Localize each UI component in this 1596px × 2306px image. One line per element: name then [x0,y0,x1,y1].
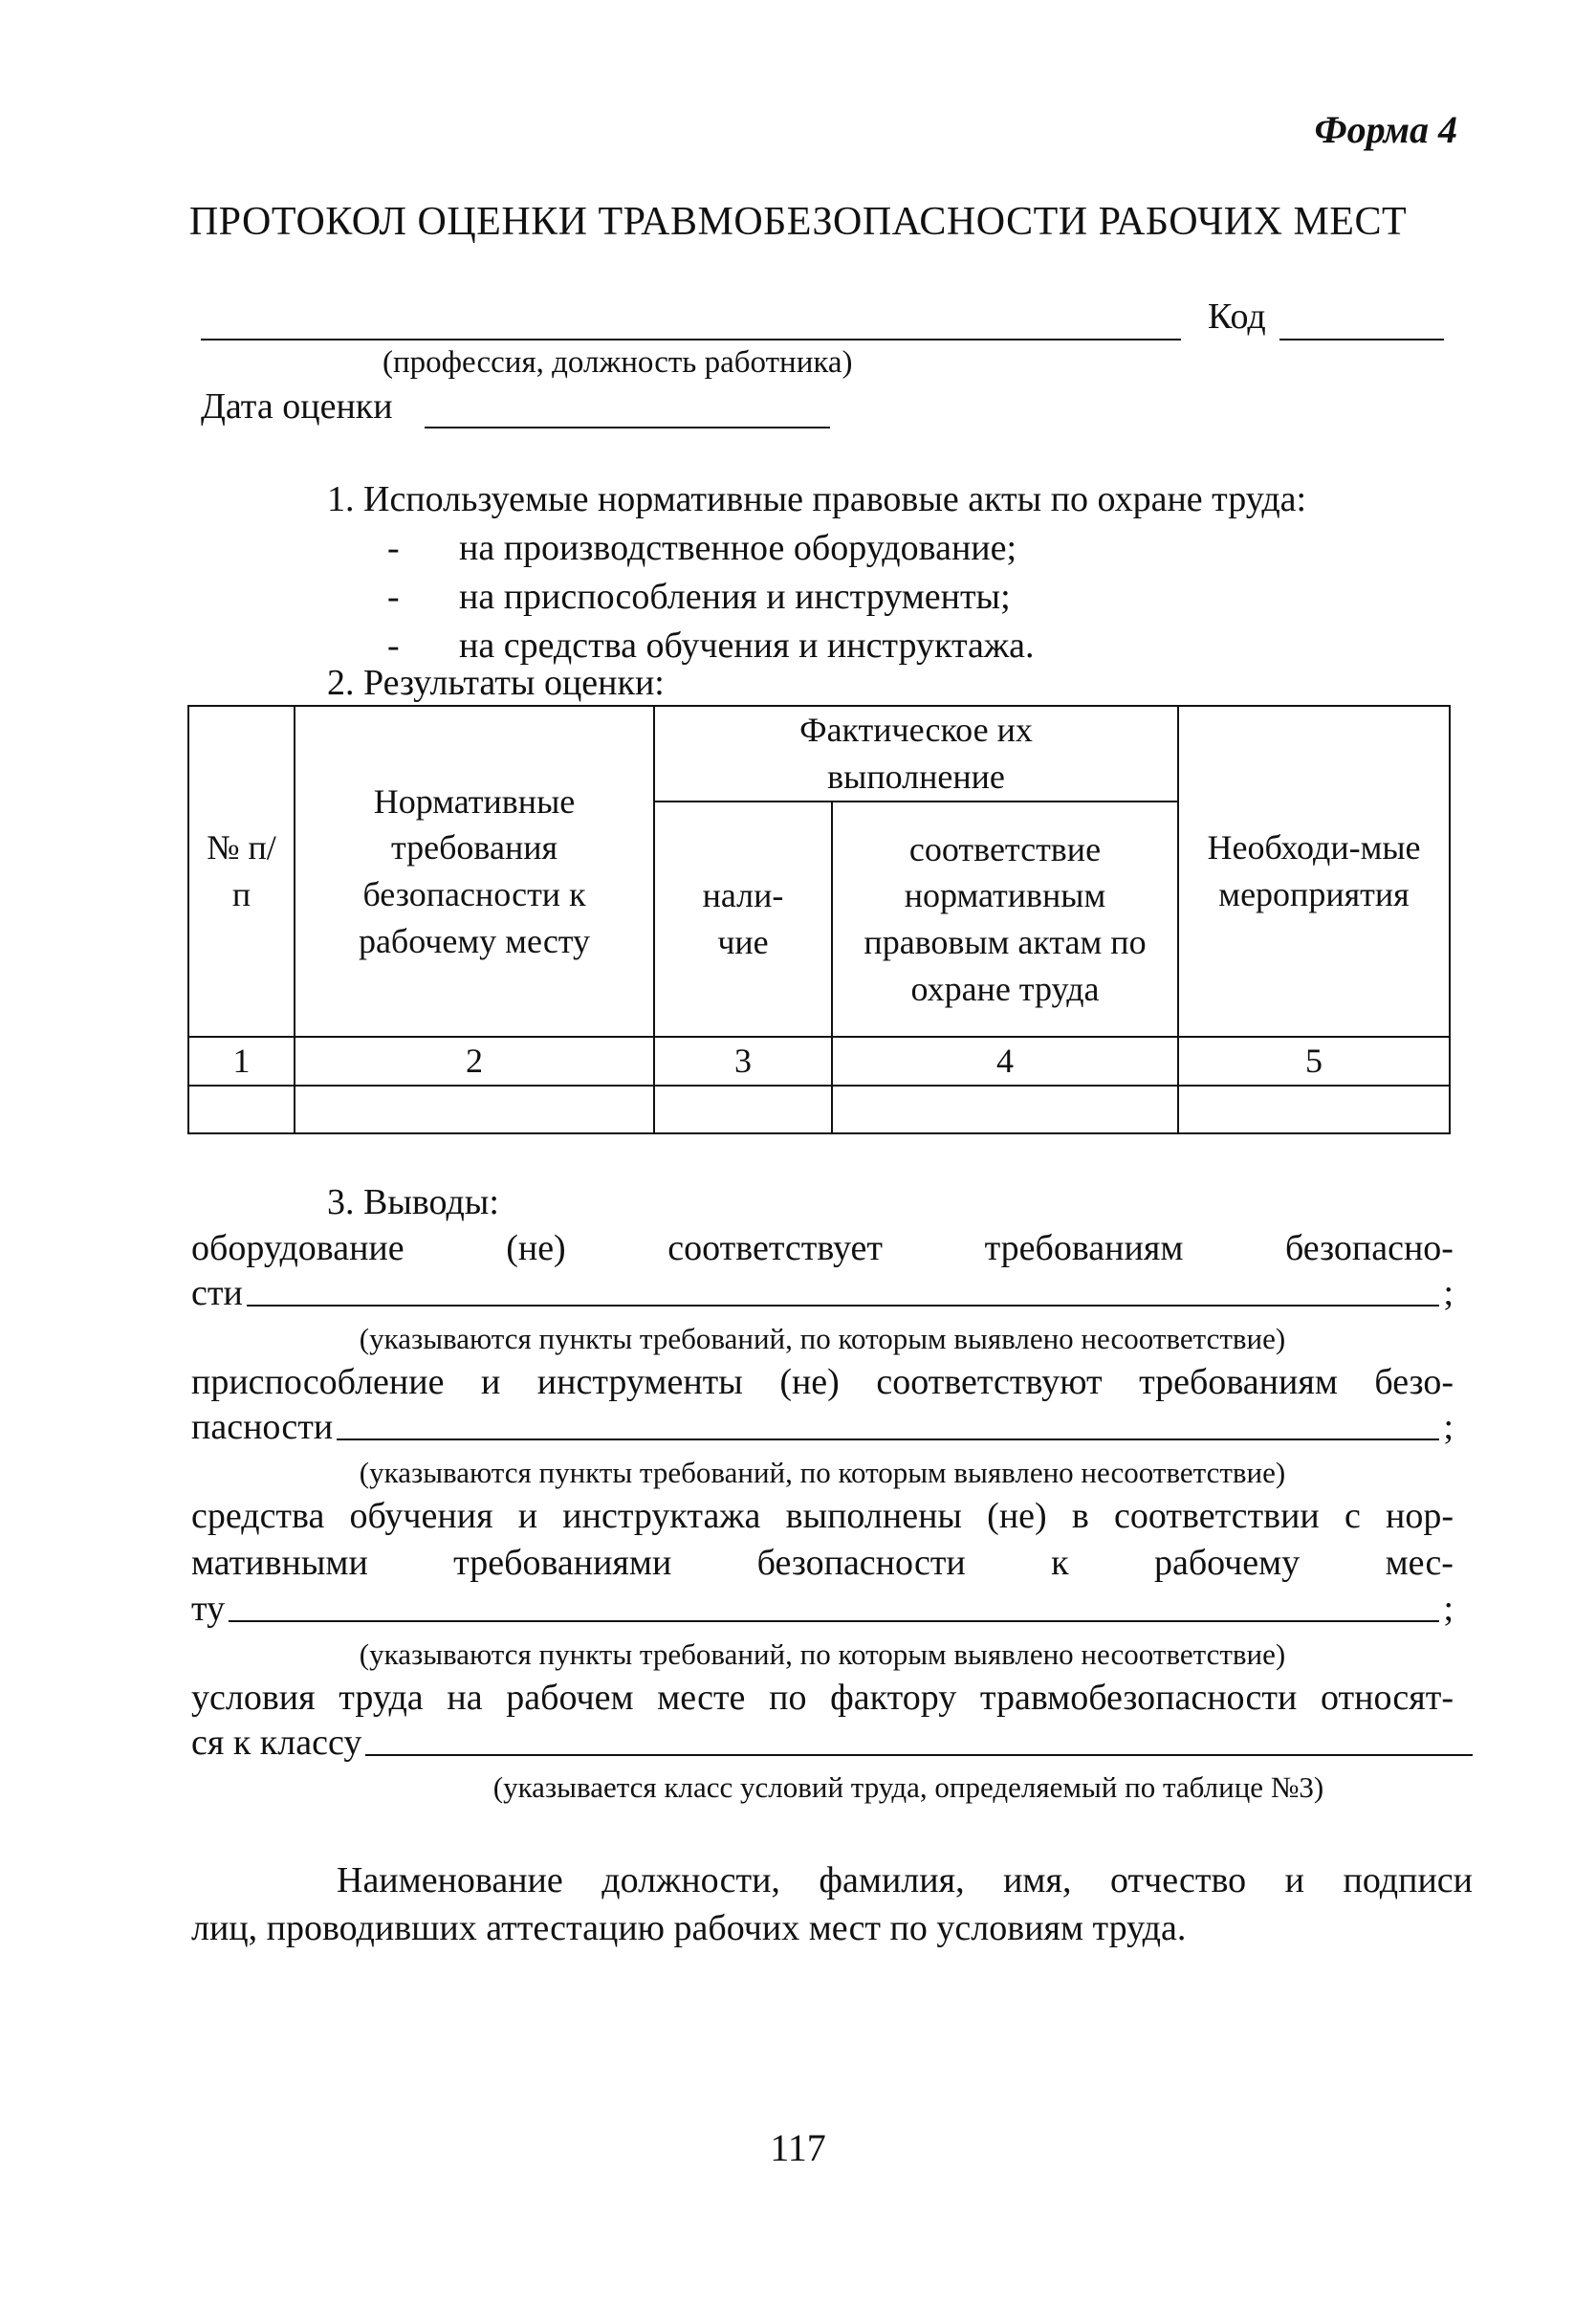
date-underline [425,427,830,428]
equipment-line: оборудование (не) соответствует требованиям безопасно- [191,1228,1454,1268]
signatures-line-1: Наименование должности, фамилия, имя, отчество и подписи [337,1860,1473,1900]
column-number: 5 [1178,1037,1450,1086]
header-measures: Необходи-мые мероприятия [1178,706,1450,1037]
table-cell [295,1086,654,1133]
tools-line: приспособление и инструменты (не) соответствуют требованиям безо- [191,1362,1454,1402]
form-label: Форма 4 [1314,108,1457,151]
note-training: (указываются пункты требований, по которым выявлено несоответствие) [359,1637,1286,1671]
section1-heading: 1. Используемые нормативные правовые акты по охране труда: [327,479,1307,519]
list-item: - на средства обучения и инструктажа. [387,626,1035,666]
table-row [188,1037,1450,1086]
header-compliance: соответствие нормативным правовым актам по охране труда [832,802,1178,1037]
equipment-fill-line: сти ; [191,1273,1454,1313]
section2-heading: 2. Результаты оценки: [327,663,665,703]
code-label: Код [1208,296,1266,337]
page-title: ПРОТОКОЛ ОЦЕНКИ ТРАВМОБЕЗОПАСНОСТИ РАБОЧИХ МЕСТ [188,200,1408,244]
column-number: 4 [832,1037,1178,1086]
column-number: 2 [295,1037,654,1086]
date-label: Дата оценки [201,386,393,427]
code-underline [1279,339,1444,340]
table-cell [832,1086,1178,1133]
conditions-fill-line: ся к классу [191,1722,1473,1764]
table-cell [654,1086,832,1133]
section3-heading: 3. Выводы: [327,1182,499,1222]
table-cell [1178,1086,1450,1133]
training-line-2: мативными требованиями безопасности к рабочему мес- [191,1543,1454,1583]
section1-list [387,527,1439,673]
column-number: 3 [654,1037,832,1086]
table-row [188,1086,1450,1133]
signatures-line-2: лиц, проводивших аттестацию рабочих мест по условиям труда. [191,1908,1187,1948]
column-number: 1 [188,1037,295,1086]
note-tools: (указываются пункты требований, по которым выявлено несоответствие) [359,1456,1286,1489]
training-line: средства обучения и инструктажа выполнены (не) в соответствии с нор- [191,1496,1454,1536]
tools-fill-line: пасности ; [191,1407,1454,1447]
page-number: 117 [770,2126,826,2169]
header-requirements: Нормативные требования безопасности к рабочему месту [295,706,654,1037]
table-cell [188,1086,295,1133]
header-presence: нали-чие [654,802,832,1037]
header-actual: Фактическое их выполнение [654,706,1178,802]
list-item: - на приспособления и инструменты; [387,577,1011,617]
note-equipment: (указываются пункты требований, по которым выявлено несоответствие) [359,1322,1286,1355]
conditions-line: условия труда на рабочем месте по фактору травмобезопасности относят- [191,1678,1454,1718]
list-item: - на производственное оборудование; [387,528,1017,568]
results-table [187,705,1451,1134]
header-num: № п/п [188,706,295,1037]
profession-underline [201,339,1181,340]
training-fill-line: ту ; [191,1589,1454,1629]
profession-caption: (профессия, должность работника) [383,345,853,380]
note-class: (указывается класс условий труда, определяемый по таблице №3) [492,1770,1324,1804]
